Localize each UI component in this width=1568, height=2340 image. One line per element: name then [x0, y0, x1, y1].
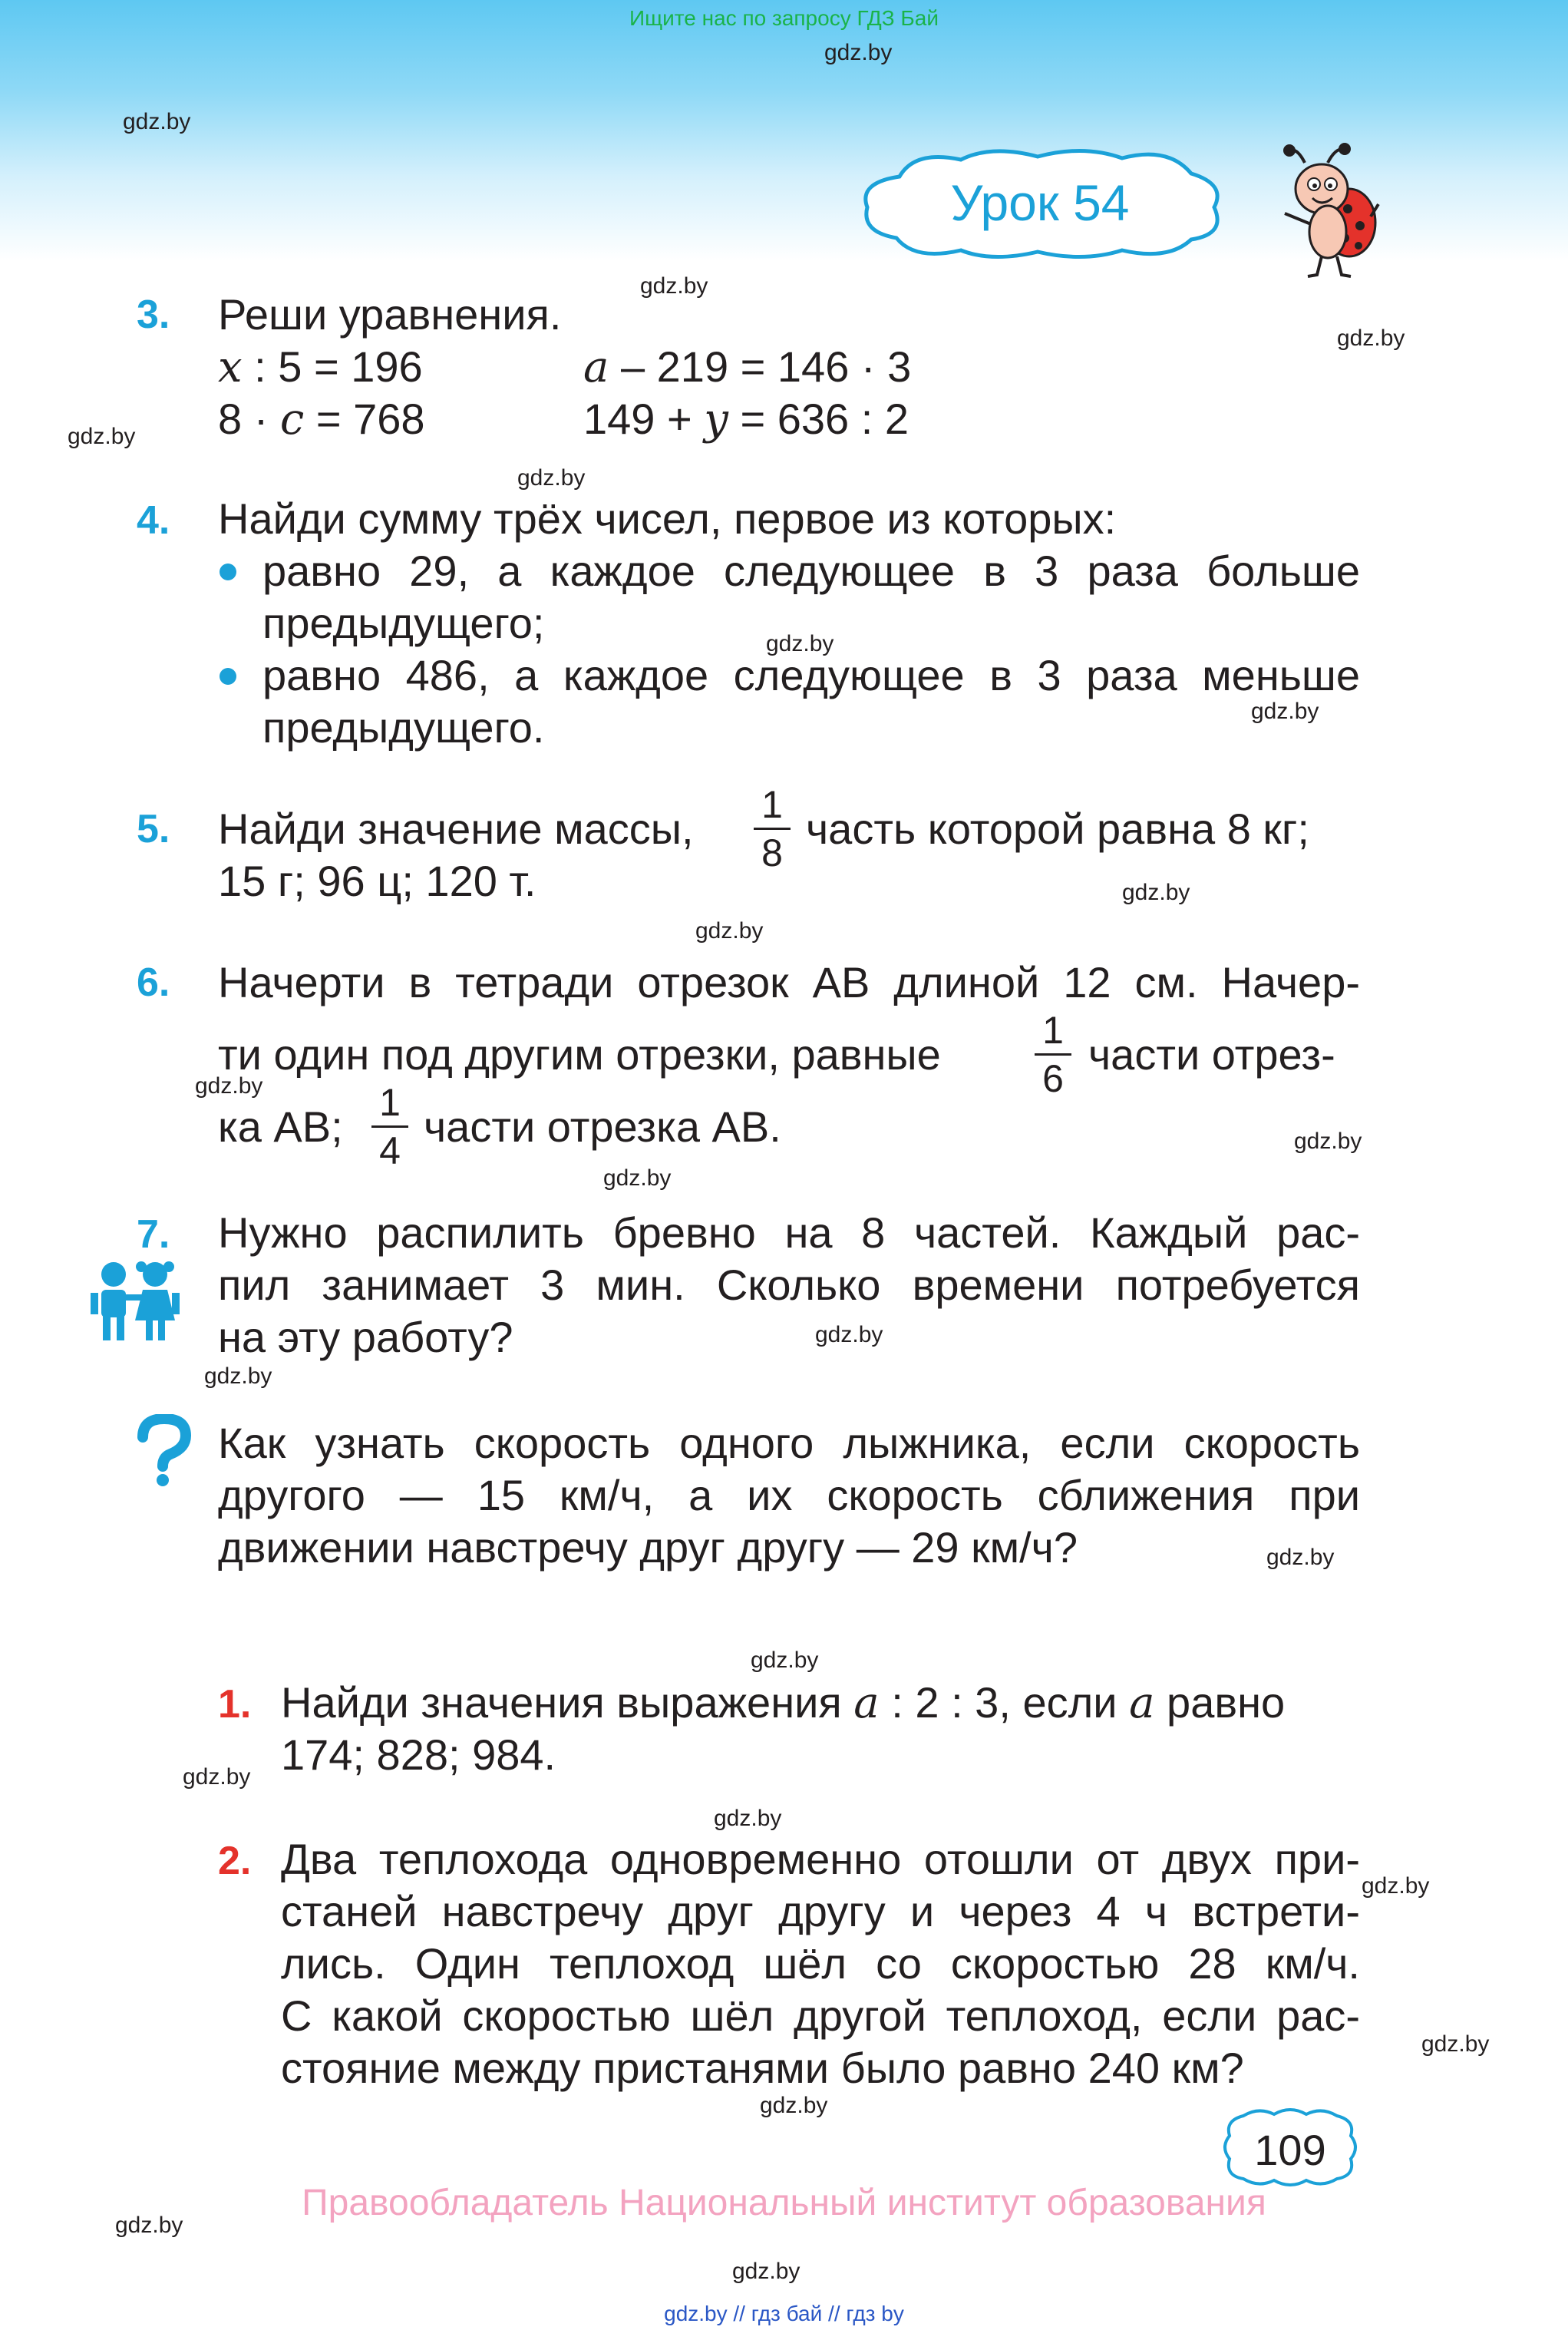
watermark: gdz.by — [1266, 1545, 1335, 1570]
extra2-text: стояние между пристанями было равно 240 км? — [281, 2044, 1244, 2092]
fraction-bar — [754, 828, 791, 830]
watermark: gdz.by — [640, 273, 708, 299]
lesson-badge — [853, 146, 1226, 261]
task4-bullet2-cont: предыдущего. — [262, 703, 545, 752]
question-text: другого — 15 км/ч, а их скорость сближения при — [218, 1471, 1360, 1519]
extra1-text: 174; 828; 984. — [281, 1730, 556, 1779]
watermark: gdz.by — [123, 109, 191, 134]
task4-bullet1-cont: предыдущего; — [262, 599, 545, 647]
task6-text: ка AB; — [218, 1102, 343, 1151]
task-number: 3. — [137, 292, 170, 337]
watermark: gdz.by — [195, 1073, 263, 1099]
watermark: gdz.by — [1122, 880, 1190, 905]
watermark: gdz.by — [517, 465, 586, 491]
bullet-icon — [220, 564, 236, 580]
equation: x : 5 = 196 — [218, 342, 423, 392]
fraction — [1030, 1009, 1076, 1100]
footer-links[interactable]: gdz.by // гдз бай // гдз by — [664, 2302, 904, 2325]
task5-text: часть которой равна 8 кг; — [806, 805, 1309, 853]
watermark: gdz.by — [732, 2259, 801, 2284]
watermark: gdz.by — [815, 1322, 883, 1347]
question-mark-icon — [132, 1414, 193, 1488]
watermark: gdz.by — [751, 1648, 819, 1673]
extra2-text: станей навстречу друг другу и через 4 ч встрети- — [281, 1887, 1360, 1935]
fraction-denominator: 6 — [1042, 1057, 1064, 1100]
task6-text: части отрезка AB. — [424, 1102, 781, 1151]
watermark: gdz.by — [695, 918, 764, 944]
extra1-text: Найди значения выражения a : 2 : 3, если a равно — [281, 1678, 1286, 1728]
task3-title: Реши уравнения. — [218, 290, 562, 339]
task-number: 2. — [218, 1839, 252, 1883]
task-number: 6. — [137, 960, 170, 1005]
extra2-text: С какой скоростью шёл другой теплоход, если рас- — [281, 1991, 1360, 2040]
fraction-denominator: 4 — [379, 1129, 401, 1172]
question-text: Как узнать скорость одного лыжника, если скорость — [218, 1419, 1360, 1467]
fraction-numerator: 1 — [1042, 1009, 1064, 1052]
task-number: 1. — [218, 1682, 252, 1727]
watermark: gdz.by — [115, 2213, 183, 2238]
task4-bullet2: равно 486, а каждое следующее в 3 раза меньше — [262, 651, 1360, 699]
task4-bullet1: равно 29, а каждое следующее в 3 раза больше — [262, 547, 1360, 595]
watermark: gdz.by — [1251, 699, 1319, 724]
task6-text: Начерти в тетради отрезок AB длиной 12 см. Начер- — [218, 958, 1360, 1006]
lesson-title: Урок 54 — [950, 174, 1130, 231]
task-number: 7. — [137, 1212, 170, 1257]
task-number: 5. — [137, 807, 170, 851]
watermark: gdz.by — [1337, 326, 1405, 351]
task6-text: ти один под другим отрезки, равные — [218, 1030, 941, 1079]
watermark: gdz.by — [183, 1764, 251, 1790]
task6-text: части отрез- — [1088, 1030, 1335, 1079]
watermark: gdz.by — [1362, 1873, 1430, 1899]
page-number-badge — [1220, 2105, 1360, 2190]
watermark: gdz.by — [714, 1806, 782, 1831]
fraction — [367, 1081, 413, 1172]
watermark: gdz.by — [1421, 2031, 1490, 2057]
watermark: gdz.by — [1294, 1129, 1362, 1154]
task7-text: Нужно распилить бревно на 8 частей. Каждый рас- — [218, 1208, 1360, 1257]
watermark: gdz.by — [824, 40, 893, 65]
search-banner[interactable]: Ищите нас по запросу ГДЗ Бай — [629, 6, 939, 30]
fraction — [749, 783, 795, 874]
equation: 8 · c = 768 — [218, 395, 425, 445]
watermark: gdz.by — [766, 631, 834, 656]
watermark: gdz.by — [68, 424, 136, 449]
extra2-text: лись. Один теплоход шёл со скоростью 28 км/ч. — [281, 1939, 1360, 1988]
fraction-numerator: 1 — [379, 1081, 401, 1124]
ladybug-icon — [1274, 140, 1381, 286]
bullet-icon — [220, 668, 236, 685]
task-number: 4. — [137, 498, 170, 543]
children-pair-icon — [84, 1259, 184, 1344]
fraction-denominator: 8 — [761, 831, 783, 874]
fraction-bar — [371, 1125, 408, 1128]
page-number: 109 — [1254, 2126, 1326, 2174]
watermark: gdz.by — [204, 1363, 272, 1389]
task7-text: пил занимает 3 мин. Сколько времени потребуется — [218, 1261, 1360, 1309]
fraction-numerator: 1 — [761, 783, 783, 826]
fraction-bar — [1035, 1053, 1071, 1056]
question-text: движении навстречу друг другу — 29 км/ч? — [218, 1523, 1078, 1572]
task5-text: 15 г; 96 ц; 120 т. — [218, 857, 536, 905]
task4-title: Найди сумму трёх чисел, первое из которых: — [218, 494, 1117, 543]
equation: a – 219 = 146 · 3 — [583, 342, 912, 392]
equation: 149 + y = 636 : 2 — [583, 395, 909, 445]
copyright-notice: Правообладатель Национальный институт образования — [302, 2183, 1266, 2223]
task7-text: на эту работу? — [218, 1313, 513, 1361]
task5-text: Найди значение массы, — [218, 805, 694, 853]
extra2-text: Два теплохода одновременно отошли от двух при- — [281, 1835, 1360, 1883]
watermark: gdz.by — [760, 2093, 828, 2118]
watermark: gdz.by — [603, 1165, 672, 1191]
